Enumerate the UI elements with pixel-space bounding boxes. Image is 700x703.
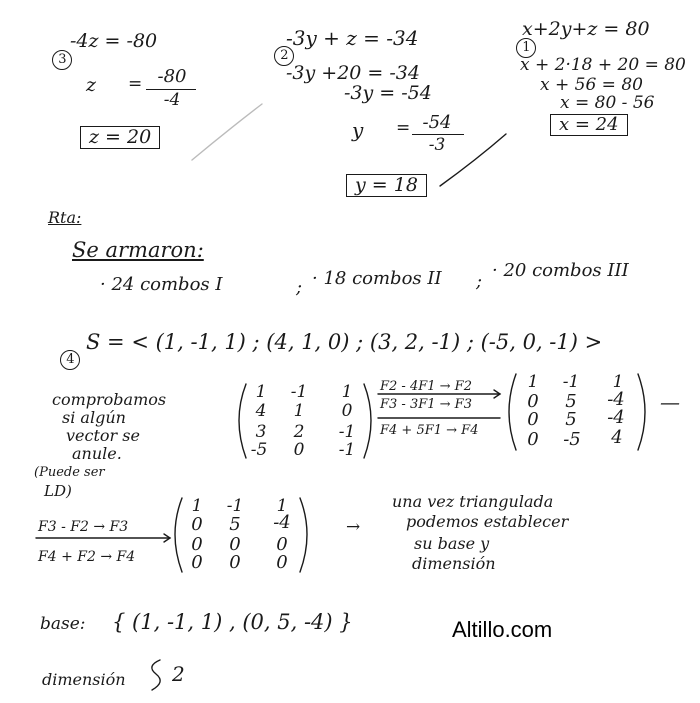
eq2-line3: -3y = -54 (344, 82, 432, 104)
matrix-2-cell: -4 (607, 389, 625, 410)
part4-note-line-1: comprobamos (52, 390, 167, 409)
dimension-label: dimensión (42, 670, 126, 689)
part4-note2-line-2: LD) (44, 482, 72, 500)
matrix-1-right-paren (364, 384, 371, 458)
matrix-3-cell: 0 (191, 534, 203, 555)
stray-pen-stroke (192, 104, 262, 160)
matrix-3-cell: 0 (229, 552, 241, 573)
matrix-3-left-paren (175, 498, 182, 572)
matrix-1-cell: -1 (290, 382, 308, 402)
eq3-z-lhs: z (86, 74, 97, 96)
matrix-2-cell: 4 (611, 427, 623, 448)
answer-label: Rta: (48, 208, 82, 227)
matrix-1-cell: -1 (338, 440, 356, 460)
eq2-result: y = 18 (346, 174, 427, 197)
eq3-line1: -4z = -80 (70, 30, 158, 52)
matrix-2-cell: 0 (527, 391, 539, 412)
arrow-to-comment: → (346, 517, 361, 537)
eq3-z-den: -4 (163, 90, 181, 110)
eq2-y-den: -3 (428, 135, 446, 155)
part4-note-line-2: si algún (62, 408, 126, 427)
matrix-3-cell: 1 (191, 496, 203, 516)
row-operation: F3 - F2 → F3 (38, 519, 129, 535)
matrix-2-cell: -5 (563, 429, 581, 450)
part4-set: S = < (1, -1, 1) ; (4, 1, 0) ; (3, 2, -1) ; (-5, 0, -1) > (86, 330, 603, 354)
comment-line-2: podemos establecer (406, 512, 569, 531)
comment-line-1: una vez triangulada (392, 492, 554, 511)
matrix-1-cell: -1 (338, 422, 356, 442)
eq1-result: x = 24 (550, 114, 628, 136)
eq3-marker: 3 (52, 50, 72, 70)
matrix-1-cell: 1 (341, 382, 353, 402)
answer-item-3: · 20 combos III (492, 260, 629, 281)
matrix-1-cell: 2 (293, 422, 305, 442)
answer-intro: Se armaron: (72, 238, 204, 262)
stray-pen-stroke (440, 134, 506, 186)
comment-line-4: dimensión (412, 554, 496, 573)
matrix-1-cell: 3 (255, 422, 267, 442)
eq2-y-lhs: y (352, 118, 364, 142)
matrix-3-cell: 0 (191, 514, 203, 535)
row-operation: F3 - 3F1 → F3 (380, 397, 472, 412)
matrix-3-cell: 5 (229, 514, 241, 535)
watermark: Altillo.com (452, 617, 553, 642)
base-label: base: (40, 614, 86, 634)
matrix-1-cell: 1 (255, 382, 267, 402)
part4-note2-line-1: (Puede ser (34, 465, 105, 480)
eq2-line2: -3y +20 = -34 (286, 62, 420, 84)
eq1-line3: x + 56 = 80 (540, 75, 643, 95)
part4-note-line-3: vector se (66, 426, 140, 445)
matrix-1-cell: 4 (255, 401, 267, 421)
dimension-brace (152, 660, 160, 690)
matrix-1-cell: -5 (250, 440, 268, 460)
answer-item-1: · 24 combos I (100, 274, 223, 295)
answer-separator-2: ; (476, 271, 483, 292)
row-operation: F4 + 5F1 → F4 (380, 423, 479, 438)
matrix-2-cell: 0 (527, 409, 539, 430)
eq3-result: z = 20 (80, 126, 160, 149)
part4-marker: 4 (60, 350, 80, 370)
matrix-3-cell: 0 (276, 552, 288, 573)
matrix-2-cell: 1 (612, 372, 624, 392)
matrix-3-cell: 0 (276, 534, 288, 555)
matrix-1-cell: 1 (293, 401, 305, 421)
matrix-3-cell: 1 (276, 496, 288, 516)
answer-separator-1: ; (296, 277, 303, 298)
matrix-3-cell: 0 (191, 552, 203, 573)
matrix-3-cell: 0 (229, 534, 241, 555)
matrix-2-right-paren (638, 374, 645, 450)
matrix-2-left-paren (509, 374, 516, 450)
eq1-line4: x = 80 - 56 (560, 93, 655, 113)
matrix-3-cell: -1 (226, 496, 244, 516)
matrix-2-cell: -4 (607, 407, 625, 428)
continuation-dash: — (660, 390, 680, 414)
eq2-marker: 2 (274, 46, 294, 66)
matrix-2-cell: 5 (565, 409, 577, 430)
eq2-y-eq: = (396, 118, 411, 138)
matrix-3-cell: -4 (273, 512, 291, 533)
matrix-2-cell: 5 (565, 391, 577, 412)
matrix-2-cell: 0 (527, 429, 539, 450)
eq2-line1: -3y + z = -34 (286, 26, 419, 50)
eq1-line2: x + 2·18 + 20 = 80 (520, 55, 686, 75)
answer-item-2: · 18 combos II (312, 268, 442, 289)
matrix-2-cell: 1 (527, 372, 539, 392)
matrix-3-right-paren (300, 498, 307, 572)
matrix-1-cell: 0 (293, 440, 305, 460)
row-operation: F2 - 4F1 → F2 (380, 379, 472, 394)
part4-note-line-4: anule. (72, 444, 122, 463)
eq1-marker: 1 (516, 38, 536, 58)
dimension-value: 2 (172, 662, 185, 686)
eq2-y-num: -54 (422, 112, 452, 133)
eq3-z-num: -80 (157, 66, 187, 87)
matrix-1-left-paren (239, 384, 246, 458)
eq3-z-eq: = (128, 74, 143, 94)
comment-line-3: su base y (414, 534, 490, 553)
eq1-line1: x+2y+z = 80 (522, 18, 650, 40)
matrix-1-cell: 0 (341, 401, 353, 421)
base-value: { (1, -1, 1) , (0, 5, -4) } (112, 610, 353, 634)
row-operation: F4 + F2 → F4 (38, 549, 136, 565)
matrix-2-cell: -1 (562, 372, 580, 392)
